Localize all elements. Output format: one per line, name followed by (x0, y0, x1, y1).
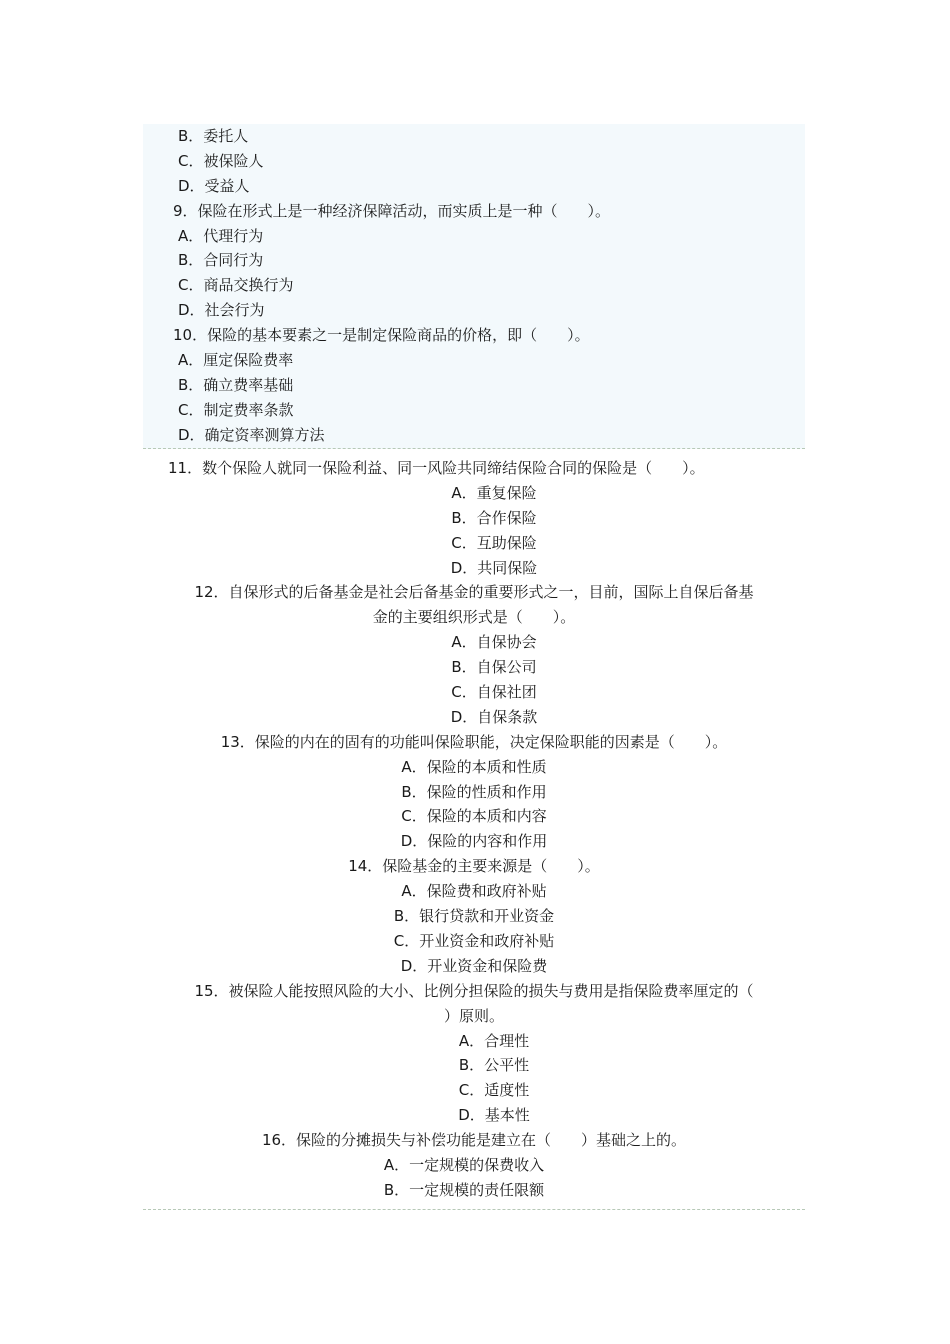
option-line: A．自保协会 (451, 633, 537, 652)
option-line: A．合理性 (458, 1031, 530, 1050)
option-line: C．互助保险 (451, 533, 537, 552)
question-stem-11: 11．数个保险人就同一保险利益、同一风险共同缔结保险合同的保险是（ ）。 (168, 459, 705, 477)
question-stem-16: 16．保险的分摊损失与补偿功能是建立在（ ）基础之上的。 (261, 1131, 687, 1150)
option-line: D．开业资金和保险费 (400, 956, 548, 975)
question-stem-12-line1: 12．自保形式的后备基金是社会后备基金的重要形式之一，目前，国际上自保后备基 (194, 583, 754, 602)
option-line: C．被保险人 (178, 151, 264, 170)
option-line: D．受益人 (178, 176, 250, 195)
option-line: D．确定资率测算方法 (178, 425, 325, 444)
option-line: D．自保条款 (450, 707, 538, 726)
question-stem-15-line1: 15．被保险人能按照风险的大小、比例分担保险的损失与费用是指保险费率厘定的（ (194, 981, 754, 1000)
option-line: B．公平性 (458, 1056, 530, 1075)
option-line: A．厘定保险费率 (178, 351, 294, 370)
option-line: B．自保公司 (451, 658, 537, 677)
question-stem-14: 14．保险基金的主要来源是（ ）。 (348, 857, 600, 876)
question-stem-12-line2: 金的主要组织形式是（ ）。 (372, 608, 576, 627)
option-line: D．基本性 (458, 1106, 530, 1125)
option-line: A．保险费和政府补贴 (401, 882, 547, 901)
option-line: D．共同保险 (450, 558, 538, 577)
option-line: B．银行贷款和开业资金 (393, 907, 555, 926)
option-line: C．保险的本质和内容 (401, 807, 547, 826)
option-line: B．委托人 (178, 127, 249, 145)
option-line: B．一定规模的责任限额 (383, 1180, 545, 1199)
question-stem-12 (143, 580, 805, 630)
option-line: B．合作保险 (451, 508, 537, 527)
question-block-2 (143, 456, 805, 1210)
option-line: D．社会行为 (178, 301, 265, 320)
option-line: B．确立费率基础 (178, 375, 294, 394)
option-line: C．开业资金和政府补贴 (393, 931, 555, 950)
option-line: C．自保社团 (451, 683, 537, 702)
question-stem-15 (143, 979, 805, 1029)
option-line: A．代理行为 (178, 226, 264, 245)
question-stem-9: 9．保险在形式上是一种经济保障活动，而实质上是一种（ ）。 (173, 201, 611, 220)
question-stem-10: 10．保险的基本要素之一是制定保险商品的价格，即（ ）。 (173, 326, 590, 345)
option-line: D．保险的内容和作用 (400, 832, 548, 851)
option-line: B．合同行为 (178, 251, 264, 270)
option-line: A．一定规模的保费收入 (383, 1155, 545, 1174)
question-block-1 (143, 124, 805, 449)
option-line: A．重复保险 (451, 483, 537, 502)
option-line: C．适度性 (458, 1081, 530, 1100)
option-line: B．保险的性质和作用 (401, 782, 547, 801)
option-line: C．制定费率条款 (178, 400, 294, 419)
option-line: C．商品交换行为 (178, 276, 294, 295)
option-line: A．保险的本质和性质 (401, 757, 547, 776)
question-stem-15-line2: ）原则。 (443, 1006, 504, 1025)
question-stem-13: 13．保险的内在的固有的功能叫保险职能，决定保险职能的因素是（ ）。 (220, 732, 728, 751)
